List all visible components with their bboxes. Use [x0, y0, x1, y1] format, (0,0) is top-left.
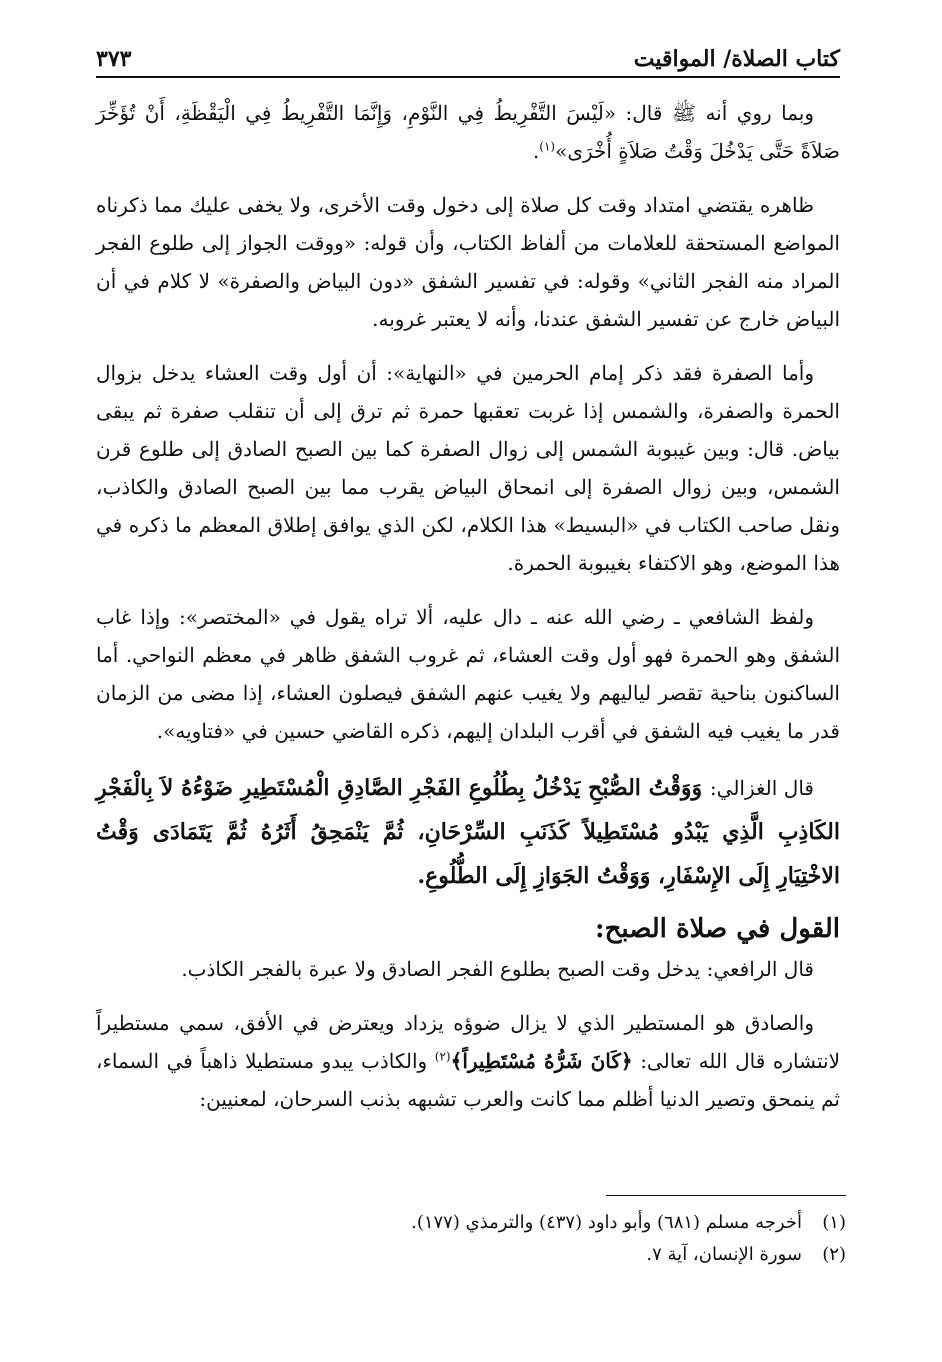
- book-page: [96, 28, 840, 1134]
- ghazali-text: وَوَقْتُ الصُّبْحِ يَدْخُلُ بِطُلُوعِ الفَجْرِ الصَّادِقِ الْمُسْتَطِيرِ ضَوْءُهُ لاَ بِالْفَجْرِ الكَاذِبِ الَّذِي يَبْدُو مُسْتَطِيلاً كَذَنَبِ السِّرْحَانِ، ثُمَّ يَنْمَحِقُ أَثَرُهُ ثُمَّ يَتَمَادَى وَقْتُ الاخْتِيَارِ إِلَى الإِسْفَارِ، وَوَقْتُ الجَوَازِ إِلَى الطُّلُوعِ.: [96, 775, 840, 889]
- paragraph-3: وأما الصفرة فقد ذكر إمام الحرمين في «النهاية»: أن أول وقت العشاء يدخل بزوال الحمرة والصفرة، والشمس إذا غربت تعقبها حمرة ثم ترق إلى أن تنقلب صفرة ثم يبقى بياض. قال: وبين غيبوبة الشمس إلى زوال الصفرة كما بين الصبح الصادق إلى طلوع قرن الشمس، وبين زوال الصفرة إلى انمحاق البياض يقرب مما بين الصبح الصادق والكاذب، ونقل صاحب الكتاب في «البسيط» هذا الكلام، لكن الذي يوافق إطلاق المعظم ما ذكره في هذا الموضع، وهو الاكتفاء بغيبوبة الحمرة.: [96, 361, 840, 575]
- rafii-paragraph: قال الرافعي: يدخل وقت الصبح بطلوع الفجر الصادق ولا عبرة بالفجر الكاذب.: [181, 957, 814, 981]
- page-number: ٣٧٣: [96, 46, 132, 72]
- paragraph-last: والصادق هو المستطير الذي لا يزال ضوؤه يزداد ويعترض في الأفق، سمي مستطيراً لانتشاره قال الله تعالى: ﴿كَانَ شَرُّهُ مُسْتَطِيراً﴾$^{(٢)}$ والكاذب يبدو مستطيلا ذاهباً في السماء، ثم ينمحق وتصير الدنيا أظلم مما كانت والعرب تشبهه بذنب السرحان، لمعنيين:: [96, 1011, 840, 1111]
- header-rule: [96, 76, 840, 78]
- quran-verse: ﴿كَانَ شَرُّهُ مُسْتَطِيراً﴾: [450, 1049, 633, 1073]
- section-heading: القول في صلاة الصبح:: [594, 914, 840, 944]
- footnote-ref-1: (١): [539, 139, 556, 154]
- footnote-1: (١)أخرجه مسلم (٦٨١) وأبو داود (٤٣٧) والترمذي (١٧٧).: [411, 1212, 846, 1233]
- running-header: [96, 28, 840, 72]
- footnote-ref-2: (٢): [434, 1049, 451, 1064]
- header-title: كتاب الصلاة/ المواقيت: [633, 46, 840, 72]
- footnote-rule: [606, 1195, 846, 1196]
- paragraph-4: ولفظ الشافعي ـ رضي الله عنه ـ دال عليه، ألا تراه يقول في «المختصر»: وإذا غاب الشفق وهو الحمرة فهو أول وقت العشاء، ثم غروب الشفق ظاهر في معظم النواحي. أما الساكنون بناحية تقصر لياليهم ولا يغيب عنهم الشفق فيصلون العشاء، إذا مضى من الزمان قدر ما يغيب فيه الشفق في أقرب البلدان إليهم، ذكره القاضي حسين في «فتاويه».: [96, 605, 840, 743]
- footnotes: [102, 1207, 846, 1271]
- ghazali-intro: قال الغزالي:: [709, 776, 814, 800]
- ghazali-quote: [96, 766, 840, 898]
- paragraph-2: ظاهره يقتضي امتداد وقت كل صلاة إلى دخول وقت الأخرى، ولا يخفى عليك مما ذكرناه المواضع المستحقة للعلامات من ألفاظ الكتاب، وأن قوله: «ووقت الجواز إلى طلوع الفجر المراد منه الفجر الثاني» وقوله: في تفسير الشفق «دون البياض والصفرة» لا كلام في أن البياض خارج عن تفسير الشفق عندنا، وأنه لا يعتبر غروبه.: [96, 193, 840, 331]
- paragraph-hadith: وبما روي أنه ﷺ قال: «لَيْسَ التَّفْرِيطُ فِي النَّوْمِ، وَإِنَّمَا التَّفْرِيطُ فِي الْيَقْظَةِ، أَنْ تُؤَخِّرَ صَلاَةً حَتَّى يَدْخُلَ وَقْتُ صَلاَةٍ أُخْرَى»$^{(١)}$.: [96, 101, 840, 163]
- footnote-2: (٢)سورة الإنسان، آية ٧.: [646, 1244, 846, 1265]
